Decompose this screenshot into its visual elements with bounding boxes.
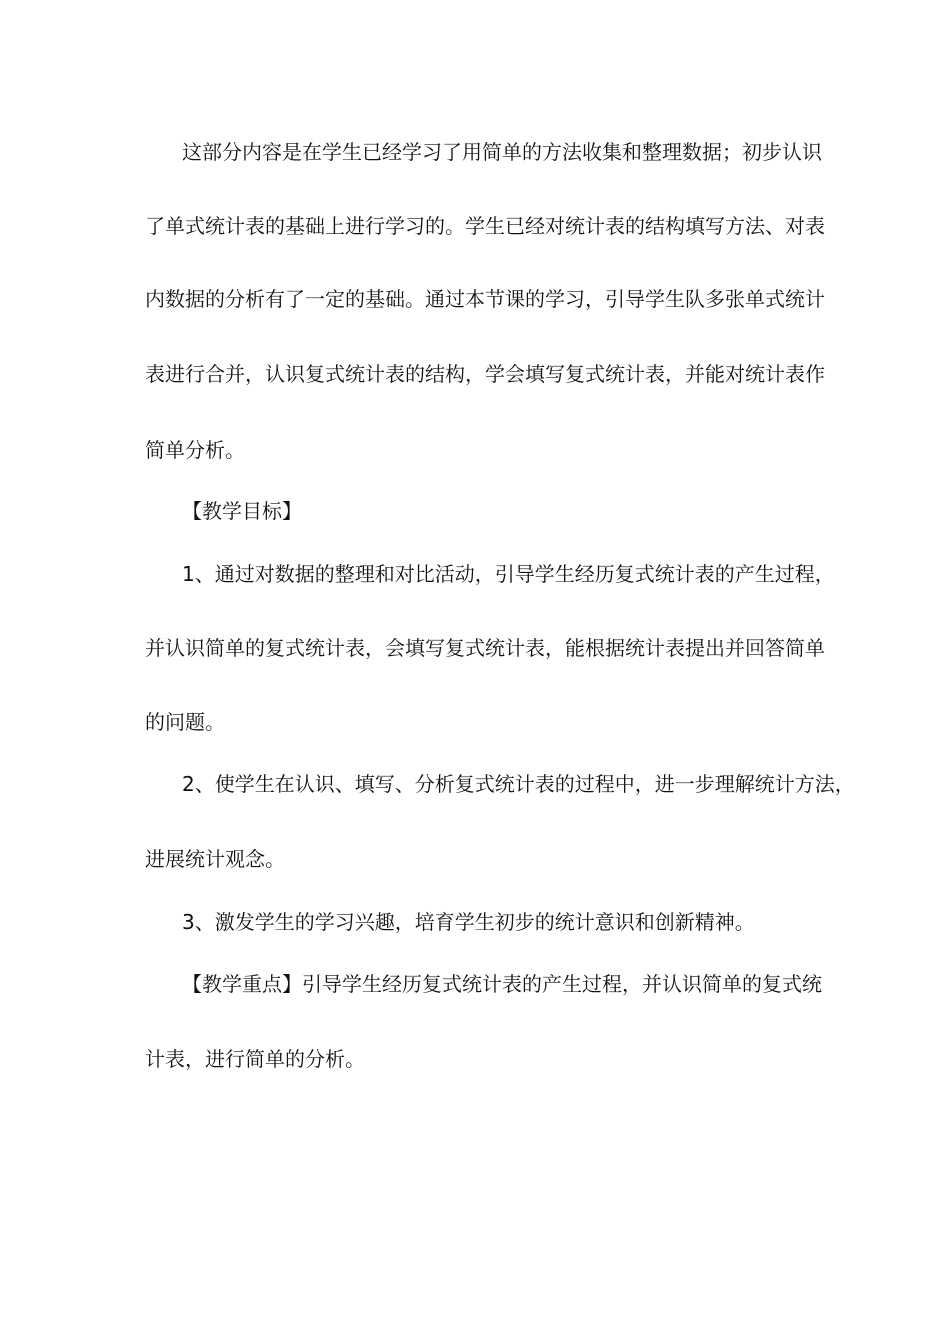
- key-points-line-1: 【教学重点】引导学生经历复式统计表的产生过程，并认识简单的复式统: [182, 972, 822, 996]
- goal-2-line-2: 进展统计观念。: [145, 847, 285, 871]
- intro-paragraph-line-1: 这部分内容是在学生已经学习了用简单的方法收集和整理数据；初步认识: [182, 140, 822, 164]
- goal-1-line-2: 并认识简单的复式统计表，会填写复式统计表，能根据统计表提出并回答简单: [145, 636, 825, 660]
- intro-paragraph-line-3: 内数据的分析有了一定的基础。通过本节课的学习，引导学生队多张单式统计: [145, 287, 825, 311]
- goal-1-line-1: 1、通过对数据的整理和对比活动，引导学生经历复式统计表的产生过程，: [182, 562, 835, 586]
- intro-paragraph-line-2: 了单式统计表的基础上进行学习的。学生已经对统计表的结构填写方法、对表: [145, 214, 825, 238]
- goal-3-line-1: 3、激发学生的学习兴趣，培育学生初步的统计意识和创新精神。: [182, 910, 755, 934]
- key-points-line-2: 计表，进行简单的分析。: [145, 1047, 365, 1071]
- intro-paragraph-line-5: 简单分析。: [145, 438, 245, 462]
- intro-paragraph-line-4: 表进行合并，认识复式统计表的结构，学会填写复式统计表，并能对统计表作: [145, 362, 825, 386]
- goal-1-line-3: 的问题。: [145, 710, 225, 734]
- goal-2-line-1: 2、使学生在认识、填写、分析复式统计表的过程中，进一步理解统计方法，: [182, 772, 855, 796]
- teaching-goals-heading: 【教学目标】: [182, 499, 302, 523]
